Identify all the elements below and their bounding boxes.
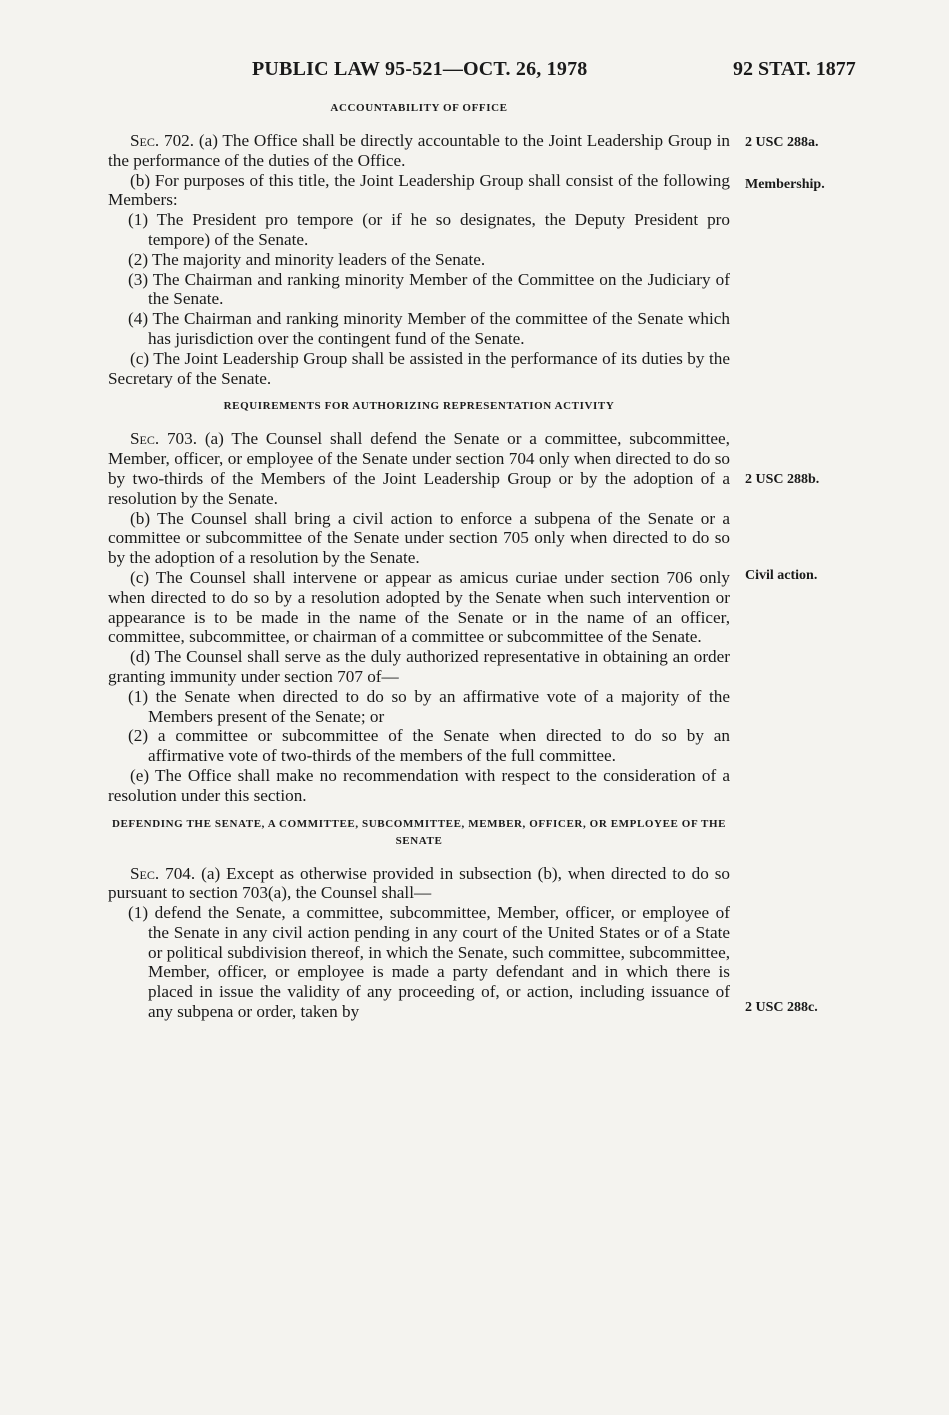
paragraph-text: (a) The Office shall be directly accountable to the Joint Leadership Group in the performance of the duties of the Office.	[108, 131, 731, 170]
margin-note-membership: Membership.	[745, 177, 825, 192]
margin-note-usc-288b: 2 USC 288b.	[745, 472, 820, 487]
paragraph	[108, 429, 730, 508]
paragraph-text: (c) The Counsel shall intervene or appear as amicus curiae under section 706 only when directed to do so by a resolution adopted by the Senate when such intervention or appearance is to be made in the name of the Senate or in the name of an officer, committee, subcommittee, or chairman of a committee or subcommittee of the Senate.	[108, 567, 730, 647]
paragraph-text: (d) The Counsel shall serve as the duly authorized representative in obtaining an order granting immunity under section 707 of—	[108, 647, 730, 686]
paragraph-text: (b) For purposes of this title, the Joint Leadership Group shall consist of the following Members:	[108, 170, 730, 210]
section-heading: ACCOUNTABILITY OF OFFICE	[330, 102, 508, 114]
section-number: Sec. 702.	[130, 131, 195, 150]
list-item	[108, 687, 730, 727]
paragraph	[108, 766, 730, 806]
section-heading: DEFENDING THE SENATE, A COMMITTEE, SUBCOMMITTEE, MEMBER, OFFICER, OR EMPLOYEE OF THE SENATE	[111, 817, 727, 847]
paragraph-text: (4) The Chairman and ranking minority Member of the committee of the Senate which has jurisdiction over the contingent fund of the Senate.	[128, 309, 730, 348]
list-item	[108, 309, 730, 349]
paragraph	[108, 509, 730, 568]
paragraph-text: (1) the Senate when directed to do so by an affirmative vote of a majority of the Members present of the Senate; or	[128, 686, 730, 726]
paragraph	[108, 131, 730, 171]
margin-note-civil-action: Civil action.	[745, 568, 818, 583]
margin-note-usc-288a: 2 USC 288a.	[745, 135, 819, 150]
body-text	[108, 100, 730, 1032]
paragraph-text: (a) Except as otherwise provided in subsection (b), when directed to do so pursuant to section 703(a), the Counsel shall—	[108, 863, 730, 903]
paragraph-text: (c) The Joint Leadership Group shall be assisted in the performance of its duties by the Secretary of the Senate.	[108, 348, 730, 388]
paragraph-text: (3) The Chairman and ranking minority Member of the Committee on the Judiciary of the Senate.	[128, 269, 730, 309]
paragraph-text: (b) The Counsel shall bring a civil action to enforce a subpena of the Senate or a committee or subcommittee of the Senate under section 705 only when directed to do so by the adoption of a resolution by the Senate.	[108, 508, 730, 568]
paragraph	[108, 568, 730, 647]
section-heading: REQUIREMENTS FOR AUTHORIZING REPRESENTATION ACTIVITY	[223, 400, 615, 413]
page-title: PUBLIC LAW 95-521—OCT. 26, 1978	[252, 58, 588, 80]
margin-note-usc-288c: 2 USC 288c.	[745, 1000, 818, 1015]
paragraph-text: (2) The majority and minority leaders of the Senate.	[128, 249, 486, 269]
list-item	[108, 210, 730, 250]
paragraph-text: (e) The Office shall make no recommendation with respect to the consideration of a resolution under this section.	[108, 765, 730, 805]
list-item	[108, 250, 730, 270]
section-number: Sec. 704.	[130, 863, 196, 883]
paragraph-text: (a) The Counsel shall defend the Senate or a committee, subcommittee, Member, officer, or employee of the Senate under section 704 only when directed to do so by two-thirds of the Members of the Joint Leadership Group or by the adoption of a resolution by the Senate.	[108, 429, 730, 508]
paragraph-text: (2) a committee or subcommittee of the Senate when directed to do so by an affirmative vote of two-thirds of the members of the full committee.	[128, 726, 730, 766]
paragraph	[108, 864, 730, 904]
list-item	[108, 903, 730, 1022]
statute-page-number: 92 STAT. 1877	[733, 58, 856, 80]
paragraph-text: (1) defend the Senate, a committee, subcommittee, Member, officer, or employee of the Senate in any civil action pending in any court of the United States or of a State or political subdivision thereof, in which the Senate, such committee, subcommittee, Member, officer, or employee is made a party defendant and in which there is placed in issue the validity of any proceeding of, or action, including issuance of any subpena or order, taken by	[128, 903, 730, 1022]
page-header	[0, 58, 949, 86]
paragraph-text: (1) The President pro tempore (or if he so designates, the Deputy President pro tempore) of the Senate.	[128, 210, 730, 249]
paragraph	[108, 647, 730, 687]
paragraph	[108, 171, 730, 211]
paragraph	[108, 349, 730, 389]
list-item	[108, 270, 730, 310]
list-item	[108, 726, 730, 766]
section-number: Sec. 703.	[130, 429, 198, 449]
